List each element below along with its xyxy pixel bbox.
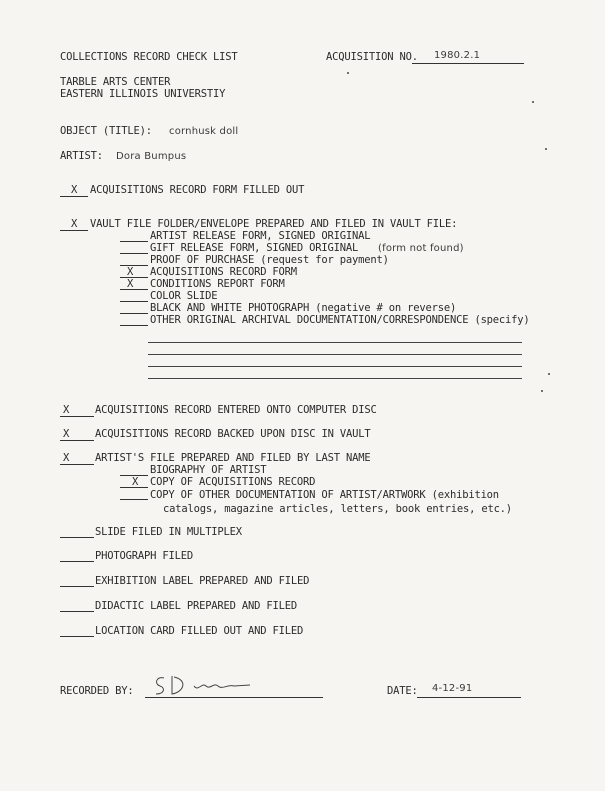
date-line bbox=[417, 697, 521, 698]
checkbox-line bbox=[120, 313, 148, 314]
check-acq-form: ACQUISITIONS RECORD FORM FILLED OUT bbox=[90, 184, 305, 196]
artist-item: COPY OF OTHER DOCUMENTATION OF ARTIST/ARTWORK (exhibition bbox=[150, 489, 499, 501]
scan-speck bbox=[347, 72, 349, 74]
check-mark: X bbox=[63, 428, 70, 440]
object-title-value: cornhusk doll bbox=[169, 126, 239, 137]
check-mark: X bbox=[63, 404, 70, 416]
vault-item: GIFT RELEASE FORM, SIGNED ORIGINAL bbox=[150, 242, 359, 254]
checkbox-line bbox=[120, 265, 148, 266]
object-title-label: OBJECT (TITLE): bbox=[60, 125, 152, 137]
date-label: DATE: bbox=[387, 685, 418, 697]
gift-note: (form not found) bbox=[378, 243, 464, 254]
check-mark: X bbox=[127, 278, 134, 290]
check-mark: X bbox=[127, 266, 134, 278]
checkbox-line bbox=[60, 636, 94, 637]
org-name: TARBLE ARTS CENTER bbox=[60, 76, 171, 88]
specify-line bbox=[148, 378, 522, 379]
specify-line bbox=[148, 342, 522, 343]
check-photograph: PHOTOGRAPH FILED bbox=[95, 550, 193, 562]
recorded-by-label: RECORDED BY: bbox=[60, 685, 134, 697]
vault-item: COLOR SLIDE bbox=[150, 290, 218, 302]
artist-item: COPY OF ACQUISITIONS RECORD bbox=[150, 476, 316, 488]
check-mark: X bbox=[63, 452, 70, 464]
check-mark: X bbox=[71, 184, 78, 196]
checkbox-line bbox=[120, 277, 148, 278]
specify-line bbox=[148, 366, 522, 367]
vault-item: BLACK AND WHITE PHOTOGRAPH (negative # on reverse) bbox=[150, 302, 457, 314]
check-exhibition-label: EXHIBITION LABEL PREPARED AND FILED bbox=[95, 575, 310, 587]
artist-item-continued: catalogs, magazine articles, letters, book entries, etc.) bbox=[163, 503, 512, 515]
check-location-card: LOCATION CARD FILLED OUT AND FILED bbox=[95, 625, 304, 637]
acquisition-label: ACQUISITION NO. bbox=[326, 51, 418, 63]
checkbox-line bbox=[120, 289, 148, 290]
vault-item: PROOF OF PURCHASE (request for payment) bbox=[150, 254, 389, 266]
checkbox-line bbox=[60, 586, 94, 587]
scan-speck bbox=[532, 101, 534, 103]
check-computer: ACQUISITIONS RECORD ENTERED ONTO COMPUTER DISC bbox=[95, 404, 377, 416]
checkbox-line bbox=[120, 301, 148, 302]
checkbox-line bbox=[60, 416, 94, 417]
checkbox-line bbox=[120, 241, 148, 242]
check-vault: VAULT FILE FOLDER/ENVELOPE PREPARED AND FILED IN VAULT FILE: bbox=[90, 218, 458, 230]
vault-item: CONDITIONS REPORT FORM bbox=[150, 278, 285, 290]
vault-item: OTHER ORIGINAL ARCHIVAL DOCUMENTATION/CORRESPONDENCE (specify) bbox=[150, 314, 530, 326]
acquisition-number: 1980.2.1 bbox=[434, 50, 481, 61]
checkbox-line bbox=[120, 253, 148, 254]
check-didactic-label: DIDACTIC LABEL PREPARED AND FILED bbox=[95, 600, 298, 612]
check-mark: X bbox=[71, 218, 78, 230]
scan-speck bbox=[545, 148, 547, 150]
vault-item: ARTIST RELEASE FORM, SIGNED ORIGINAL bbox=[150, 230, 371, 242]
org-university: EASTERN ILLINOIS UNIVERSTIY bbox=[60, 88, 226, 100]
acquisition-line bbox=[412, 63, 524, 64]
checkbox-line bbox=[120, 325, 148, 326]
artist-value: Dora Bumpus bbox=[116, 151, 187, 162]
checkbox-line bbox=[60, 196, 88, 197]
artist-label: ARTIST: bbox=[60, 150, 103, 162]
checkbox-line bbox=[60, 537, 94, 538]
date-value: 4-12-91 bbox=[432, 683, 473, 694]
artist-item: BIOGRAPHY OF ARTIST bbox=[150, 464, 267, 476]
checkbox-line bbox=[120, 499, 148, 500]
scan-speck bbox=[548, 373, 550, 375]
checkbox-line bbox=[60, 230, 88, 231]
vault-item: ACQUISITIONS RECORD FORM bbox=[150, 266, 297, 278]
scan-speck bbox=[541, 390, 543, 392]
checkbox-line bbox=[60, 440, 94, 441]
form-title: COLLECTIONS RECORD CHECK LIST bbox=[60, 51, 238, 63]
check-slide: SLIDE FILED IN MULTIPLEX bbox=[95, 526, 242, 538]
check-mark: X bbox=[132, 476, 139, 488]
checkbox-line bbox=[60, 611, 94, 612]
checkbox-line bbox=[60, 561, 94, 562]
signature bbox=[150, 672, 260, 700]
specify-line bbox=[148, 354, 522, 355]
check-artist-file: ARTIST'S FILE PREPARED AND FILED BY LAST NAME bbox=[95, 452, 371, 464]
check-backup: ACQUISITIONS RECORD BACKED UPON DISC IN VAULT bbox=[95, 428, 371, 440]
checkbox-line bbox=[60, 464, 94, 465]
